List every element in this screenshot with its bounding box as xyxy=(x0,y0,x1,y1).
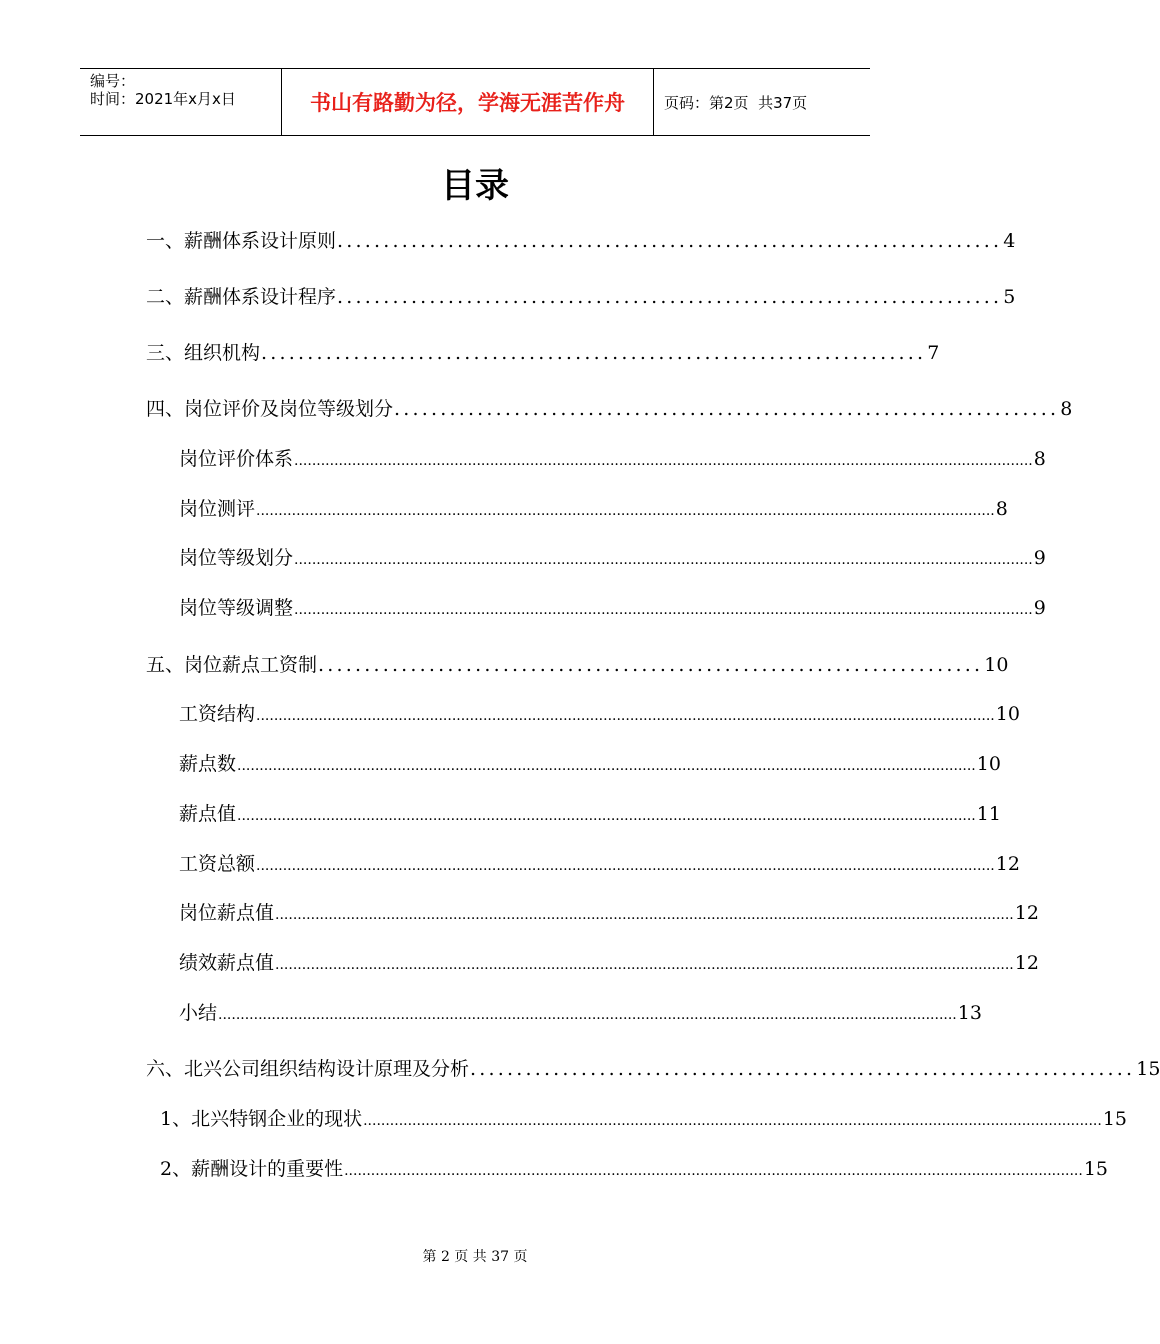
toc-entry-page: 12 xyxy=(1014,952,1039,974)
toc-subentry[interactable] xyxy=(179,801,1001,829)
toc-leader: ........................................................................ xyxy=(261,342,927,364)
toc-subentry[interactable] xyxy=(160,1156,1109,1184)
toc-entry-page: 12 xyxy=(995,853,1020,875)
toc-entry-label: 岗位等级调整 xyxy=(179,597,294,619)
toc-leader: ...................................................................................................................................................................... xyxy=(237,808,976,824)
header-motto: 书山有路勤为径，学海无涯苦作舟 xyxy=(282,69,654,135)
toc-entry-label: 小结 xyxy=(179,1002,218,1024)
toc-entry-label: 组织机构 xyxy=(184,342,261,364)
toc-entry-page: 12 xyxy=(1014,902,1039,924)
toc-subentry[interactable] xyxy=(179,545,1046,573)
toc-entry-label: 薪酬体系设计原则 xyxy=(184,230,337,252)
header-time-label: 时间：2021年x月x日 xyxy=(90,90,236,108)
toc-leader: ...................................................................................................................................................................... xyxy=(294,552,1033,568)
toc-entry-label: 1、北兴特钢企业的现状 xyxy=(160,1108,363,1130)
toc-entry-page: 15 xyxy=(1083,1158,1109,1180)
toc-entry-label: 绩效薪点值 xyxy=(179,952,275,974)
toc-subentry[interactable] xyxy=(179,900,1039,928)
toc-entry[interactable] xyxy=(146,228,1016,254)
toc-entry[interactable] xyxy=(146,1056,1160,1082)
toc-leader: ...................................................................................................................................................................... xyxy=(256,503,995,519)
header-page-info: 页码：第2页 共37页 xyxy=(664,93,808,112)
toc-subentry[interactable] xyxy=(179,851,1020,879)
toc-subentry[interactable] xyxy=(179,701,1020,729)
toc-entry-page: 15 xyxy=(1102,1108,1128,1130)
toc-leader: ........................................................................ xyxy=(337,286,1003,308)
toc-leader: ...................................................................................................................................................................... xyxy=(275,957,1014,973)
toc-entry-page: 4 xyxy=(1003,230,1016,252)
toc-leader: ...................................................................................................................................................................... xyxy=(294,602,1033,618)
toc-leader: ...................................................................................................................................................................... xyxy=(294,453,1033,469)
toc-leader: ...................................................................................................................................................................... xyxy=(218,1007,957,1023)
toc-entry-label: 岗位薪点值 xyxy=(179,902,275,924)
toc-entry-page: 8 xyxy=(1060,398,1073,420)
toc-subentry[interactable] xyxy=(179,751,1001,779)
toc-subentry[interactable] xyxy=(179,446,1046,474)
toc-entry-page: 11 xyxy=(976,803,1001,825)
toc-entry-number: 五、 xyxy=(146,654,185,676)
toc-entry-page: 10 xyxy=(984,654,1009,676)
toc-entry-label: 岗位评价体系 xyxy=(179,448,294,470)
toc-subentry[interactable] xyxy=(160,1106,1128,1134)
toc-subentry[interactable] xyxy=(179,496,1008,524)
toc-entry-label: 薪酬体系设计程序 xyxy=(184,286,337,308)
toc-entry-page: 5 xyxy=(1003,286,1016,308)
toc-entry-page: 9 xyxy=(1033,547,1046,569)
toc-leader: ........................................................................ xyxy=(470,1058,1136,1080)
toc-entry-label: 工资总额 xyxy=(179,853,256,875)
toc-leader: ...................................................................................................................................................................... xyxy=(275,907,1014,923)
toc-entry-number: 三、 xyxy=(146,342,185,364)
toc-entry-page: 10 xyxy=(976,753,1001,775)
toc-entry[interactable] xyxy=(146,340,940,366)
toc-entry-label: 工资结构 xyxy=(179,703,256,725)
toc-entry[interactable] xyxy=(146,396,1073,422)
toc-entry-label: 薪点值 xyxy=(179,803,237,825)
page-header xyxy=(80,68,870,136)
toc-entry-page: 10 xyxy=(995,703,1020,725)
toc-entry-number: 一、 xyxy=(146,230,185,252)
toc-entry-label: 岗位薪点工资制 xyxy=(184,654,318,676)
toc-entry-page: 8 xyxy=(995,498,1008,520)
toc-entry-page: 9 xyxy=(1033,597,1046,619)
toc-leader: ...................................................................................................................................................................... xyxy=(256,708,995,724)
header-meta-cell xyxy=(80,69,282,135)
toc-entry[interactable] xyxy=(146,284,1016,310)
toc-subentry[interactable] xyxy=(179,595,1046,623)
toc-entry-page: 15 xyxy=(1136,1058,1160,1080)
toc-leader: ........................................................................ xyxy=(394,398,1060,420)
toc-leader: ...................................................................................................................................................................... xyxy=(256,858,995,874)
toc-entry-label: 薪点数 xyxy=(179,753,237,775)
toc-entry[interactable] xyxy=(146,652,1009,678)
toc-leader: ...................................................................................................................................................................... xyxy=(237,758,976,774)
toc-entry-label: 岗位测评 xyxy=(179,498,256,520)
toc-entry-label: 岗位评价及岗位等级划分 xyxy=(184,398,394,420)
toc-entry-page: 13 xyxy=(957,1002,982,1024)
page-footer: 第 2 页 共 37 页 xyxy=(422,1249,528,1265)
toc-leader: ........................................................................ xyxy=(337,230,1003,252)
toc-entry-page: 8 xyxy=(1033,448,1046,470)
toc-leader: ...................................................................................................................................................................... xyxy=(363,1113,1102,1129)
toc-entry-label: 岗位等级划分 xyxy=(179,547,294,569)
header-number-label: 编号： xyxy=(90,72,136,90)
toc-entry-number: 二、 xyxy=(146,286,185,308)
toc-entry-label: 北兴公司组织结构设计原理及分析 xyxy=(184,1058,470,1080)
toc-entry-number: 四、 xyxy=(146,398,185,420)
toc-leader: ...................................................................................................................................................................... xyxy=(344,1163,1083,1179)
toc-entry-page: 7 xyxy=(927,342,940,364)
toc-subentry[interactable] xyxy=(179,950,1039,978)
toc-subentry[interactable] xyxy=(179,1000,982,1028)
toc-entry-label: 2、薪酬设计的重要性 xyxy=(160,1158,344,1180)
toc-entry-number: 六、 xyxy=(146,1058,185,1080)
page-title: 目录 xyxy=(441,166,509,206)
toc-leader: ........................................................................ xyxy=(318,654,984,676)
